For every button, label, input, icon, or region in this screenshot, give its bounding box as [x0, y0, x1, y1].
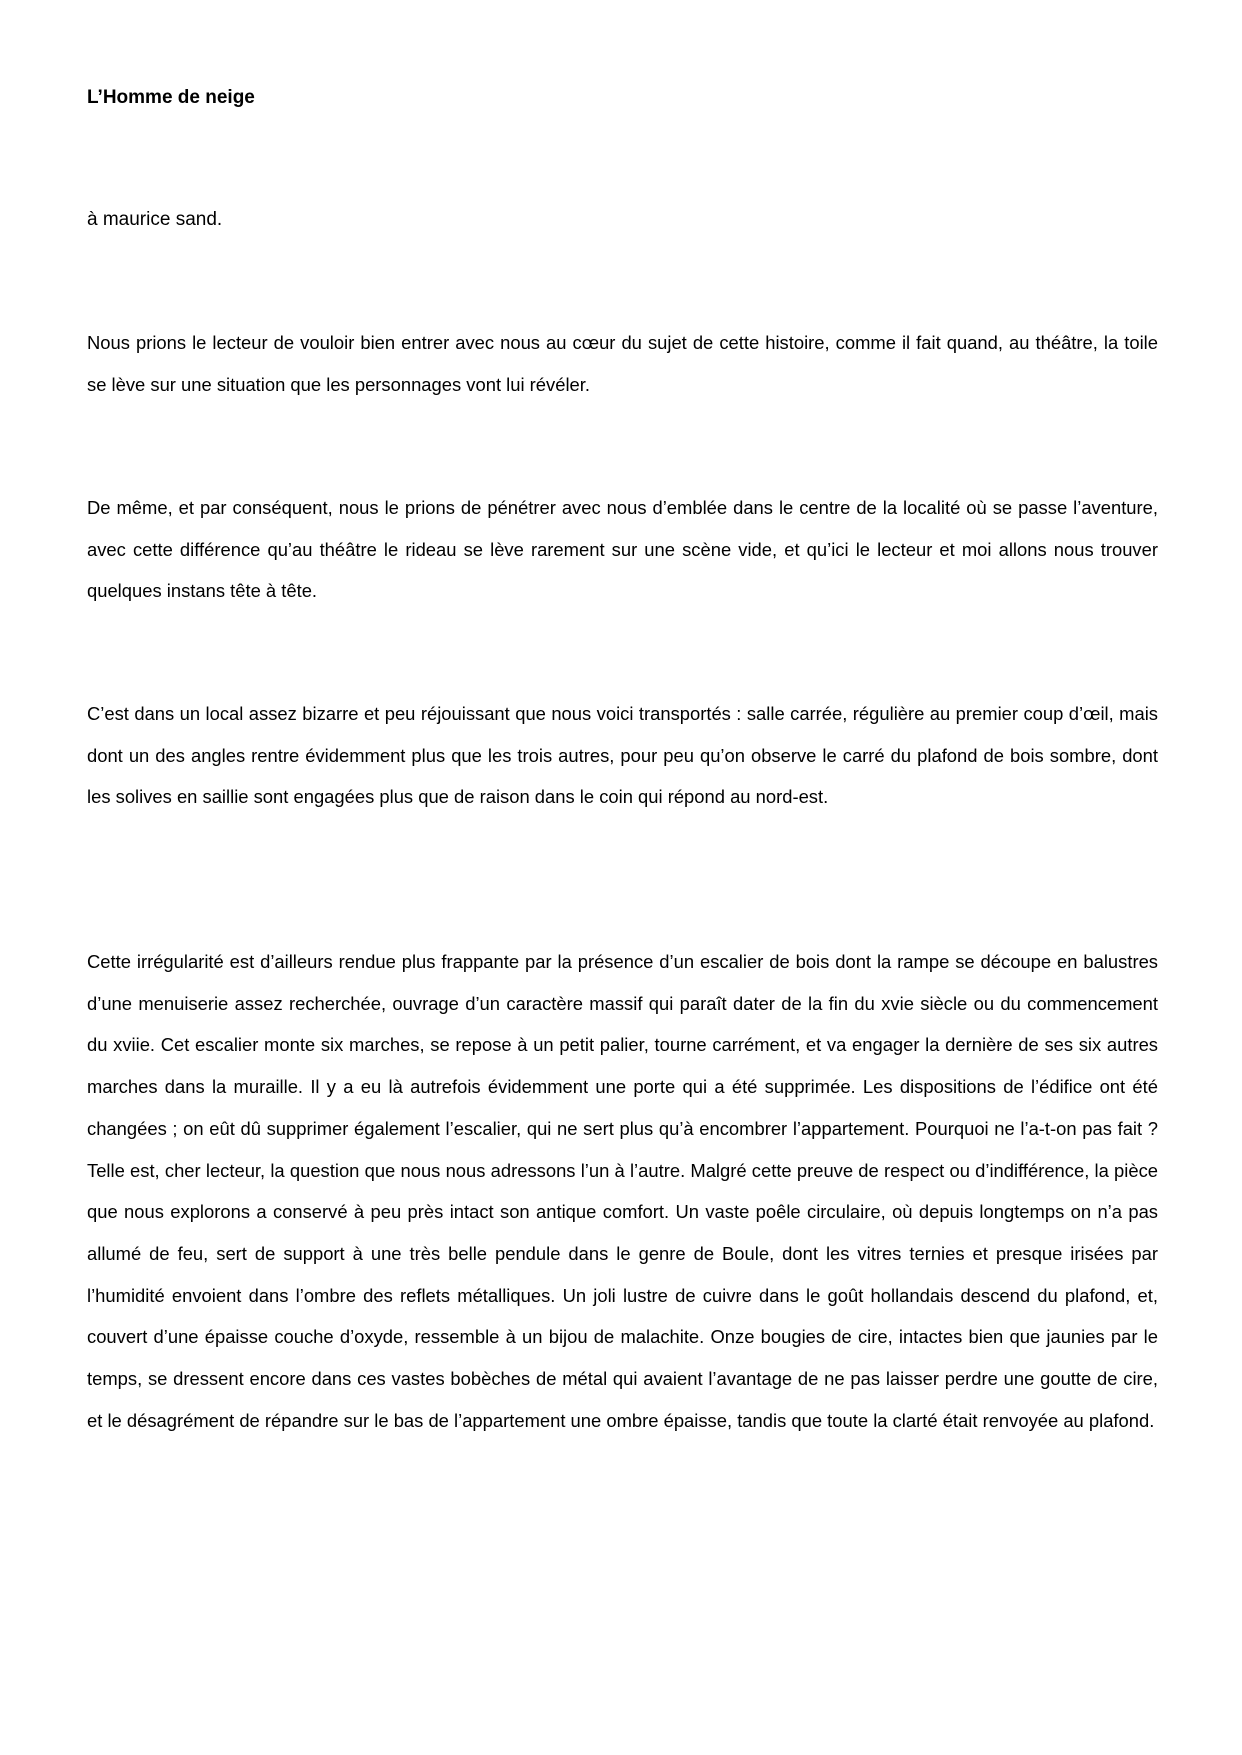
paragraph-1: Nous prions le lecteur de vouloir bien entrer avec nous au cœur du sujet de cette histoire, comme il fait quand, au théâtre, la toile se lève sur une situation que les personnages vont lui révéler. — [87, 332, 1158, 395]
paragraph-3: C’est dans un local assez bizarre et peu réjouissant que nous voici transportés : salle carrée, régulière au premier coup d’œil, mais dont un des angles rentre évidemment plus que les trois autres, pour peu qu’on observe le carré du plafond de bois sombre, dont les solives en saillie sont engagées plus que de raison dans le coin qui répond au nord-est. — [87, 703, 1158, 808]
document-title: L’Homme de neige — [87, 87, 255, 108]
paragraph-4: Cette irrégularité est d’ailleurs rendue plus frappante par la présence d’un escalier de bois dont la rampe se découpe en balustres d’une menuiserie assez recherchée, ouvrage d’un caractère massif qui paraît dater de la fin du xvie siècle ou du commencement du xviie. Cet escalier monte six marches, se repose à un petit palier, tourne carrément, et va engager la dernière de ses six autres marches dans la muraille. Il y a eu là autrefois évidemment une porte qui a été supprimée. Les dispositions de l’édifice ont été changées ; on eût dû supprimer également l’escalier, qui ne sert plus qu’à encombrer l’appartement. Pourquoi ne l’a-t-on pas fait ? Telle est, cher lecteur, la question que nous nous adressons l’un à l’autre. Malgré cette preuve de respect ou d’indifférence, la pièce que nous explorons a conservé à peu près intact son antique comfort. Un vaste poêle circulaire, où depuis longtemps on n’a pas allumé de feu, sert de support à une très belle pendule dans le genre de Boule, dont les vitres ternies et presque irisées par l’humidité envoient dans l’ombre des reflets métalliques. Un joli lustre de cuivre dans le goût hollandais descend du plafond, et, couvert d’une épaisse couche d’oxyde, ressemble à un bijou de malachite. Onze bougies de cire, intactes bien que jaunies par le temps, se dressent encore dans ces vastes bobèches de métal qui avaient l’avantage de ne pas laisser perdre une goutte de cire, et le désagrément de répandre sur le bas de l’appartement une ombre épaisse, tandis que toute la clarté était renvoyée au plafond. — [87, 951, 1158, 1431]
dedication: à maurice sand. — [87, 209, 223, 230]
paragraph-2: De même, et par conséquent, nous le prions de pénétrer avec nous d’emblée dans le centre de la localité où se passe l’aventure, avec cette différence qu’au théâtre le rideau se lève rarement sur une scène vide, et qu’ici le lecteur et moi allons nous trouver quelques instans tête à tête. — [87, 497, 1158, 602]
